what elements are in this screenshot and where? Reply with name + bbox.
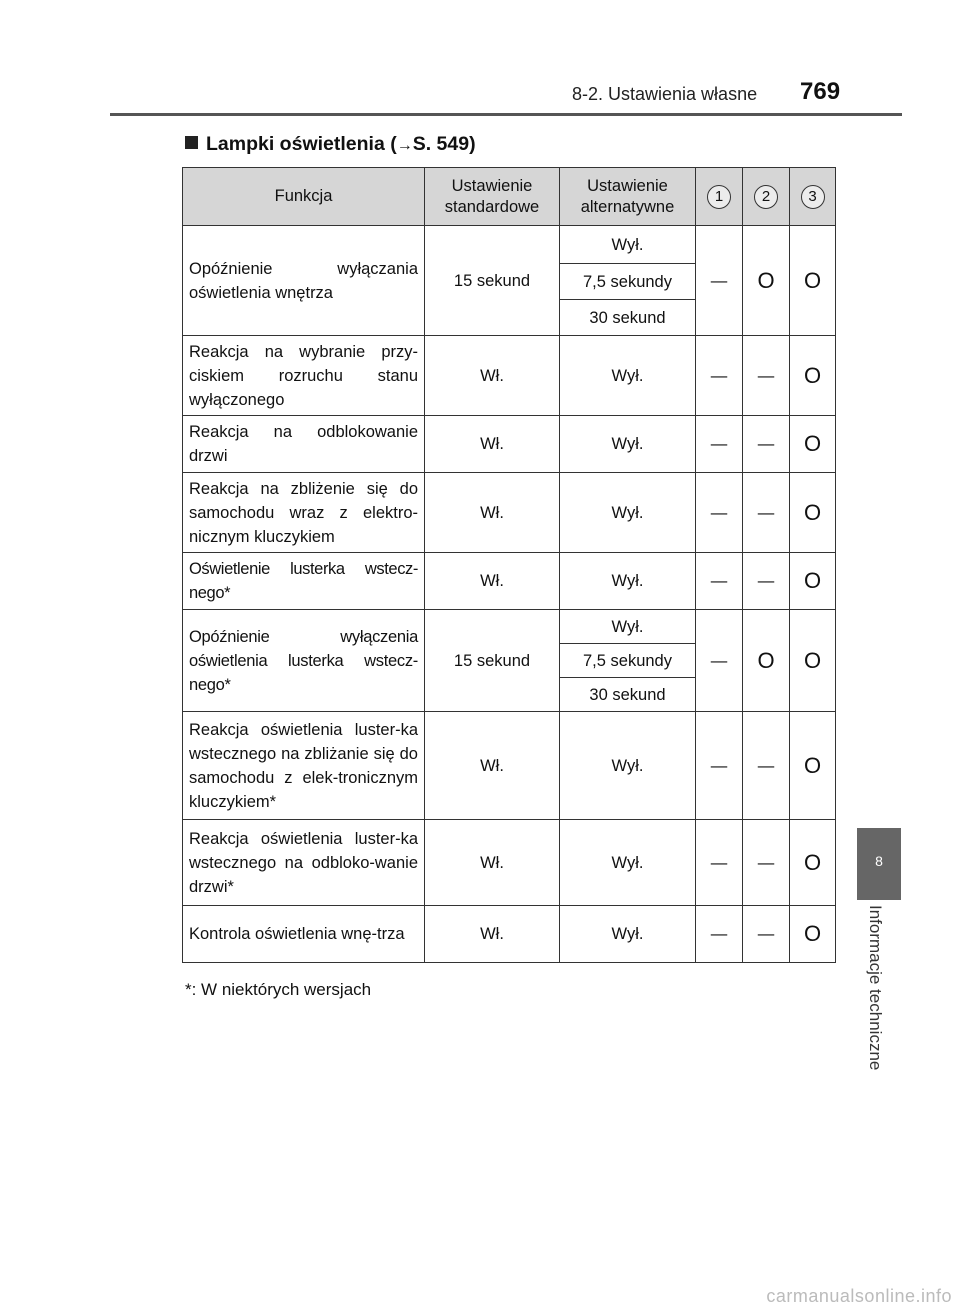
mark-cell-2: — <box>743 906 790 963</box>
alternative-value-cell: Wył. <box>560 820 696 906</box>
default-value-cell: Wł. <box>425 473 560 553</box>
watermark: carmanualsonline.info <box>766 1286 952 1306</box>
default-value-cell: Wł. <box>425 712 560 820</box>
mark-cell-1: — <box>696 906 743 963</box>
table-header-row <box>183 168 836 226</box>
mark-cell-2: — <box>743 553 790 610</box>
mark-cell-1: — <box>696 553 743 610</box>
col-header-default: Ustawienie standardowe <box>425 168 560 226</box>
chapter-label: Informacje techniczne <box>866 905 885 1071</box>
table-row <box>183 226 836 264</box>
col-header-alternative: Ustawienie alternatywne <box>560 168 696 226</box>
circled-number-icon: 3 <box>801 185 825 209</box>
arrow-right-icon: → <box>396 137 413 154</box>
table-row <box>183 336 836 416</box>
alternative-value-cell: 30 sekund <box>560 678 696 712</box>
mark-cell-3: O <box>790 906 836 963</box>
settings-table <box>182 167 836 963</box>
mark-cell-3: O <box>790 336 836 416</box>
col-header-3 <box>790 168 836 226</box>
mark-cell-2: — <box>743 820 790 906</box>
mark-cell-2: — <box>743 416 790 473</box>
circled-number-icon: 1 <box>707 185 731 209</box>
alternative-value-cell: 7,5 sekundy <box>560 264 696 300</box>
mark-cell-3: O <box>790 712 836 820</box>
function-cell: Reakcja na zbliżenie się do samochodu wraz z elektro-nicznym kluczykiem <box>183 473 425 553</box>
alternative-value-cell: Wył. <box>560 473 696 553</box>
page-number: 769 <box>800 78 841 105</box>
function-cell: Kontrola oświetlenia wnę-trza <box>183 906 425 963</box>
table-row <box>183 712 836 820</box>
alternative-value-cell: Wył. <box>560 553 696 610</box>
function-cell: Reakcja na odblokowanie drzwi <box>183 416 425 473</box>
default-value-cell: Wł. <box>425 906 560 963</box>
col-header-1 <box>696 168 743 226</box>
table-row <box>183 416 836 473</box>
default-value-cell: 15 sekund <box>425 610 560 712</box>
section-heading <box>185 133 476 156</box>
default-value-cell: Wł. <box>425 416 560 473</box>
mark-cell-3: O <box>790 416 836 473</box>
function-cell: Oświetlenie lusterka wstecz-nego* <box>183 553 425 610</box>
default-value-cell: Wł. <box>425 336 560 416</box>
mark-cell-1: — <box>696 610 743 712</box>
alternative-value-cell: Wył. <box>560 416 696 473</box>
table-row <box>183 553 836 610</box>
default-value-cell: Wł. <box>425 820 560 906</box>
table-row <box>183 820 836 906</box>
mark-cell-2: — <box>743 473 790 553</box>
header-section-title: 8-2. Ustawienia własne <box>572 84 758 104</box>
table-row <box>183 473 836 553</box>
alternative-value-cell: Wył. <box>560 226 696 264</box>
default-value-cell: Wł. <box>425 553 560 610</box>
alternative-value-cell: 7,5 sekundy <box>560 644 696 678</box>
header-rule <box>110 113 902 116</box>
col-header-function: Funkcja <box>183 168 425 226</box>
chapter-tab: 8 <box>857 828 901 900</box>
table-row <box>183 610 836 644</box>
table-row <box>183 906 836 963</box>
function-cell: Opóźnienie wyłączenia oświetlenia lusterka wstecz-nego* <box>183 610 425 712</box>
mark-cell-3: O <box>790 473 836 553</box>
mark-cell-1: — <box>696 712 743 820</box>
mark-cell-3: O <box>790 553 836 610</box>
mark-cell-2: O <box>743 610 790 712</box>
circled-number-icon: 2 <box>754 185 778 209</box>
alternative-value-cell: Wył. <box>560 906 696 963</box>
alternative-value-cell: Wył. <box>560 336 696 416</box>
mark-cell-1: — <box>696 226 743 336</box>
mark-cell-3: O <box>790 820 836 906</box>
mark-cell-1: — <box>696 416 743 473</box>
square-bullet-icon <box>185 136 198 149</box>
section-heading-ref: S. 549) <box>412 133 476 155</box>
footnote: *: W niektórych wersjach <box>185 980 372 999</box>
mark-cell-3: O <box>790 610 836 712</box>
section-heading-text: Lampki oświetlenia ( <box>206 133 397 155</box>
mark-cell-3: O <box>790 226 836 336</box>
function-cell: Reakcja oświetlenia luster-ka wstecznego na zbliżanie się do samochodu z elek-tronicznym kluczykiem* <box>183 712 425 820</box>
default-value-cell: 15 sekund <box>425 226 560 336</box>
mark-cell-2: — <box>743 336 790 416</box>
alternative-value-cell: 30 sekund <box>560 300 696 336</box>
function-cell: Opóźnienie wyłączania oświetlenia wnętrza <box>183 226 425 336</box>
alternative-value-cell: Wył. <box>560 712 696 820</box>
mark-cell-1: — <box>696 820 743 906</box>
alternative-value-cell: Wył. <box>560 610 696 644</box>
mark-cell-1: — <box>696 473 743 553</box>
col-header-2 <box>743 168 790 226</box>
function-cell: Reakcja na wybranie przy-ciskiem rozruchu stanu wyłączonego <box>183 336 425 416</box>
function-cell: Reakcja oświetlenia luster-ka wstecznego na odbloko-wanie drzwi* <box>183 820 425 906</box>
mark-cell-2: O <box>743 226 790 336</box>
mark-cell-1: — <box>696 336 743 416</box>
mark-cell-2: — <box>743 712 790 820</box>
